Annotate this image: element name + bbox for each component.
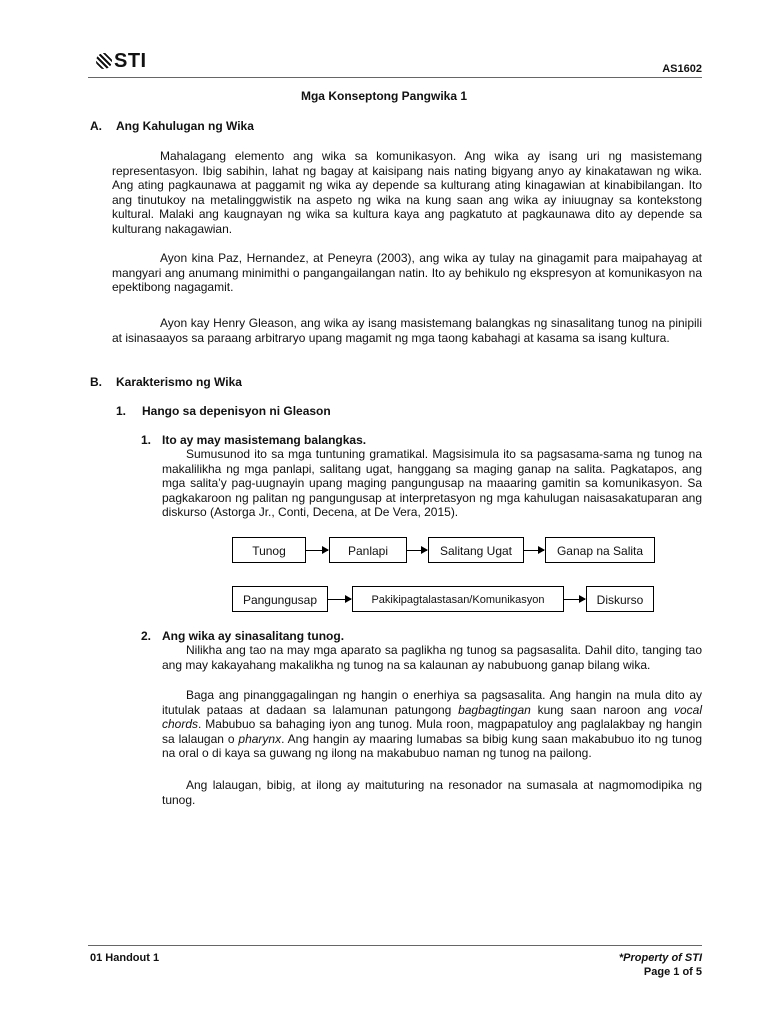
flow-arrow [564, 599, 585, 600]
flow-box-panlapi: Panlapi [329, 537, 407, 563]
header-divider [88, 77, 702, 78]
section-a-heading: A. Ang Kahulugan ng Wika [90, 119, 254, 133]
flow-box-tunog: Tunog [232, 537, 306, 563]
subsection-1-heading: 1. Hango sa depenisyon ni Gleason [116, 404, 331, 418]
flow-box-salitang-ugat: Salitang Ugat [428, 537, 524, 563]
section-a-paragraph-2: Ayon kina Paz, Hernandez, at Peneyra (2003), ang wika ay tulay na ginagamit para maipahayag at mangyari ang anumang minimithi o pangangailangan natin. Ito ay behikulo ng ekspresyon at komunikasyon na epektibong nagagamit. [112, 251, 702, 295]
footer-handout: 01 Handout 1 [90, 952, 160, 964]
flow-box-ganap-na-salita: Ganap na Salita [545, 537, 655, 563]
sti-swirl-icon [96, 53, 112, 69]
sti-logo: STI [96, 50, 147, 73]
flow-box-diskurso: Diskurso [586, 586, 654, 612]
flow-arrow [328, 599, 351, 600]
flow-box-pakikipagtalastasan: Pakikipagtalastasan/Komunikasyon [352, 586, 564, 612]
footer-property: *Property of STI [618, 952, 702, 964]
flow-box-pangungusap: Pangungusap [232, 586, 328, 612]
footer-divider [88, 945, 702, 946]
item-2-paragraph-3: Ang lalaugan, bibig, at ilong ay maituturing na resonador na sumasala at nagmomodipika ng tunog. [162, 778, 702, 807]
item-2-paragraph-2: Baga ang pinanggagalingan ng hangin o enerhiya sa pagsasalita. Ang hangin na mula dito ay itutulak pataas at dadaan sa lalamunan patungong bagbagtingan kung saan naroon ang vocal chords. Mabubuo sa bahaging iyon ang tunog. Mula roon, magpapatuloy ang paglalakbay ng hangin sa lalaugan o pharynx. Ang hangin ay maaring lumabas sa bibig kung saan makabubuo ito ng tunog na oral o di kaya sa guwang ng ilong na makabubuo naman ng tunog na pailong. [162, 688, 702, 761]
page-title: Mga Konseptong Pangwika 1 [300, 89, 468, 103]
item-1-text: Sumusunod ito sa mga tuntuning gramatikal. Magsisimula ito sa pagsasama-sama ng tunog na makalilikha ng mga panlapi, salitang ugat, hanggang sa maging ganap na salita. Pagkatapos, ang mga salita’y pag-uugnayin upang maging pangungusap na maaaring gamitin sa komunikasyon. Sa pagkakaroon ng palitan ng pangungusap at interpretasyon ng mga kahulugan naisasakatuparan ang diskurso (Astorga Jr., Conti, Decena, at De Vera, 2015). [162, 447, 702, 520]
flow-arrow [524, 550, 544, 551]
section-a-paragraph-3: Ayon kay Henry Gleason, ang wika ay isang masistemang balangkas ng sinasalitang tunog na pinipili at isinasaayos sa paraang arbitraryo upang magamit ng mga taong kabahagi at kasama sa isang kultura. [112, 316, 702, 345]
flow-arrow [306, 550, 328, 551]
item-2-heading: 2. Ang wika ay sinasalitang tunog. [141, 629, 345, 643]
flow-arrow [407, 550, 427, 551]
section-a-paragraph-1: Mahalagang elemento ang wika sa komunikasyon. Ang wika ay isang uri ng masistemang representasyon. Ibig sabihin, lahat ng bagay at kaisipang nais nating bigyang anyo ay kinakatawan ng wika. Ang ating pagkaunawa at paggamit ng wika ay depende sa kulturang ating kinagawian at kinabibilangan. Ito ang tinutukoy na metalinggwistik na aspeto ng wika na kung saan ang wika ay iniuugnay sa kontekstong kultural. Malaki ang kaugnayan ng wika sa kultura kaya ang pagkatuto at pagkaunawa dito ay depende sa kulturang nakagawian. [112, 149, 702, 236]
item-2-paragraph-1: Nilikha ang tao na may mga aparato sa paglikha ng tunog sa pagsasalita. Dahil dito, tanging tao ang may kakayahang makalikha ng tunog na sa kalaunan ay nabubuong ganap bilang wika. [162, 643, 702, 672]
item-1-heading: 1. Ito ay may masistemang balangkas. [141, 433, 367, 447]
doc-code: AS1602 [662, 63, 702, 75]
footer-page-number: Page 1 of 5 [643, 966, 702, 978]
section-b-heading: B. Karakterismo ng Wika [90, 375, 242, 389]
